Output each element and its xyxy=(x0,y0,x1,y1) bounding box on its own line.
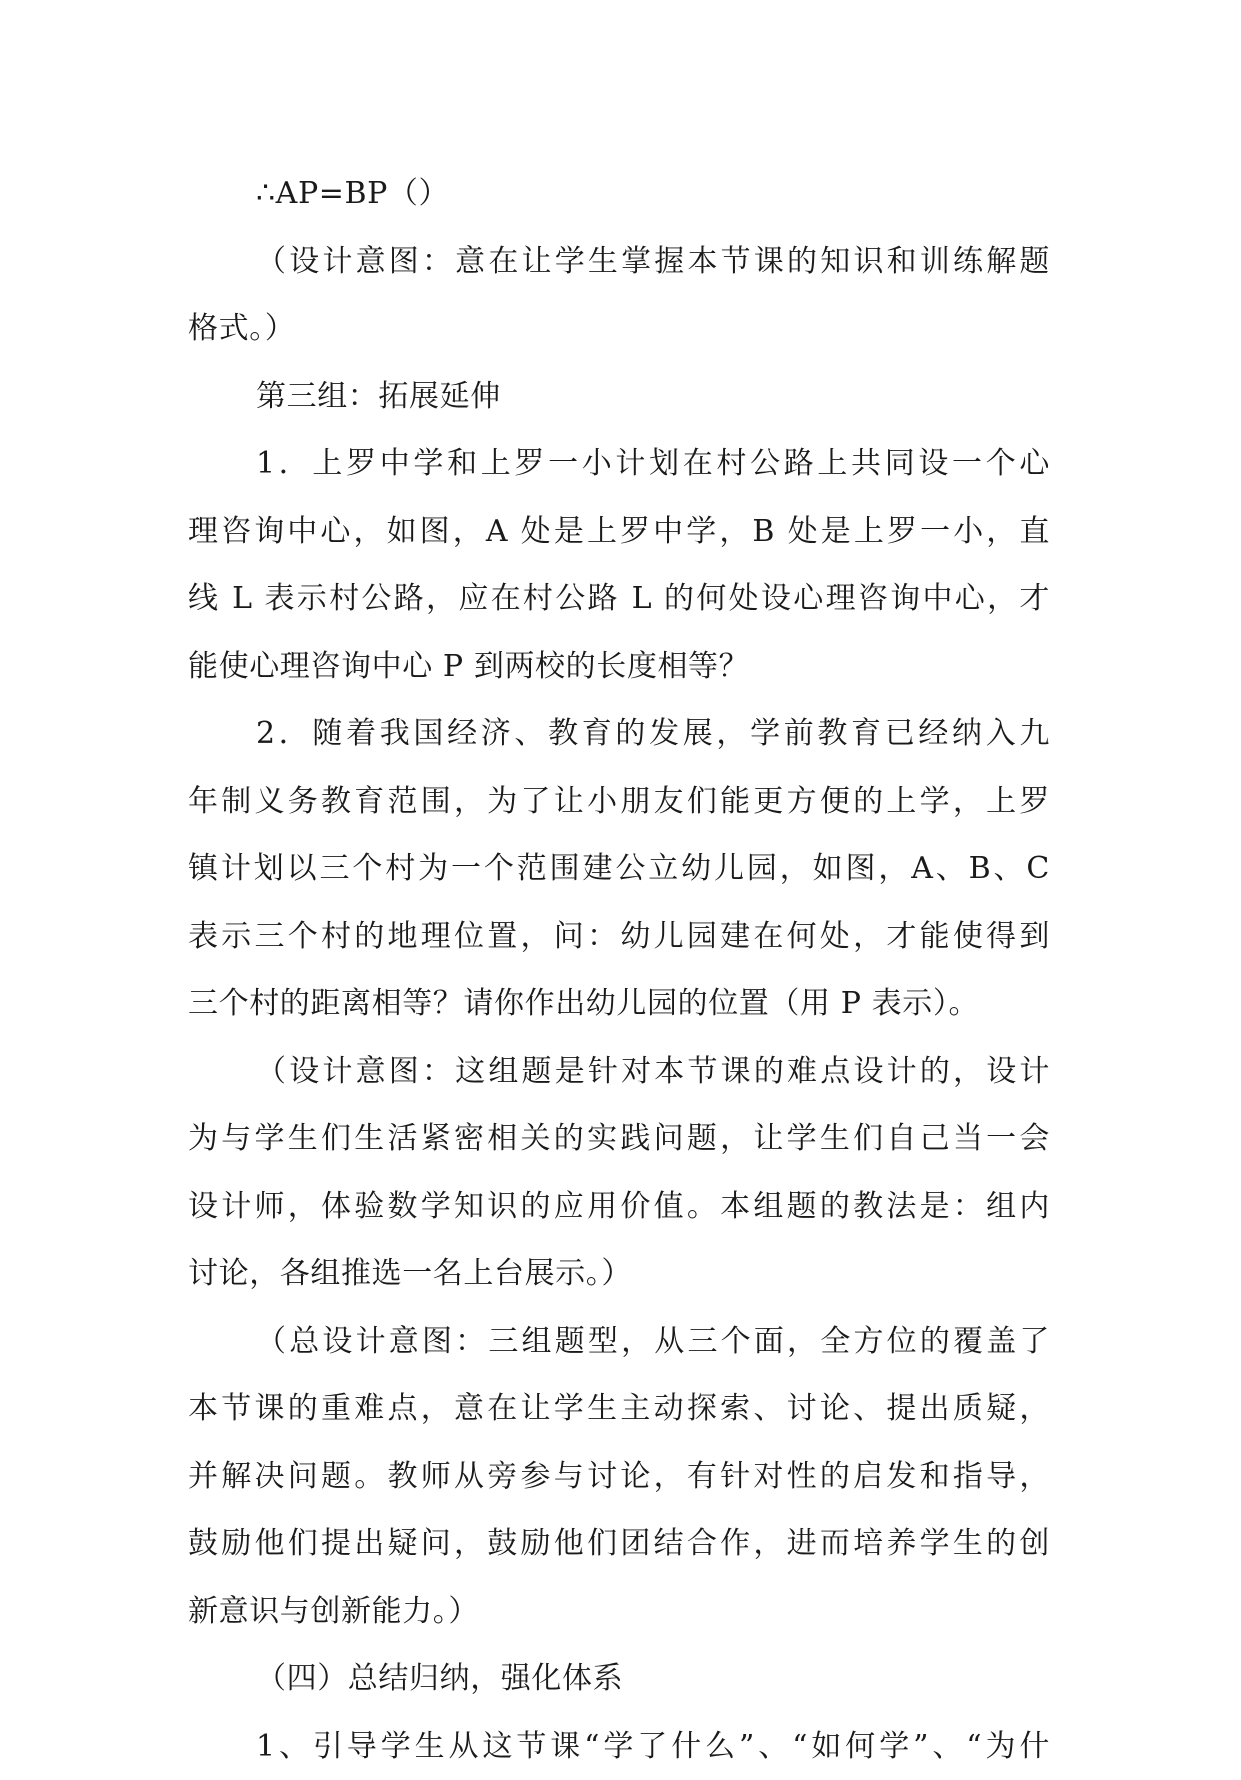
section-heading-group-3: 第三组：拓展延伸 xyxy=(188,363,1050,431)
text-line-12: 表示三个村的地理位置，问：幼儿园建在何处，才能使得到 xyxy=(188,903,1050,971)
text-line-17: 讨论，各组推选一名上台展示。） xyxy=(188,1240,1050,1308)
text-line-22: 新意识与创新能力。） xyxy=(188,1578,1050,1646)
text-line-2: （设计意图：意在让学生掌握本节课的知识和训练解题 xyxy=(188,228,1050,296)
text-line-13: 三个村的距离相等？请你作出幼儿园的位置（用 P 表示）。 xyxy=(188,970,1050,1038)
text-line-19: 本节课的重难点，意在让学生主动探索、讨论、提出质疑， xyxy=(188,1375,1050,1443)
text-line-9: 2．随着我国经济、教育的发展，学前教育已经纳入九 xyxy=(188,700,1050,768)
text-line-18: （总设计意图：三组题型，从三个面，全方位的覆盖了 xyxy=(188,1308,1050,1376)
text-line-20: 并解决问题。教师从旁参与讨论，有针对性的启发和指导， xyxy=(188,1443,1050,1511)
document-page xyxy=(188,160,1050,1780)
text-line-15: 为与学生们生活紧密相关的实践问题，让学生们自己当一会 xyxy=(188,1105,1050,1173)
text-line-6: 理咨询中心，如图，A 处是上罗中学，B 处是上罗一小，直 xyxy=(188,498,1050,566)
text-line-1: ∴AP=BP（） xyxy=(188,160,1050,228)
text-line-24: 1、引导学生从这节课“学了什么”、“如何学”、“为什 xyxy=(188,1713,1050,1780)
text-line-10: 年制义务教育范围，为了让小朋友们能更方便的上学，上罗 xyxy=(188,768,1050,836)
text-line-11: 镇计划以三个村为一个范围建公立幼儿园，如图，A、B、C xyxy=(188,835,1050,903)
text-line-16: 设计师，体验数学知识的应用价值。本组题的教法是：组内 xyxy=(188,1173,1050,1241)
text-line-8: 能使心理咨询中心 P 到两校的长度相等？ xyxy=(188,633,1050,701)
section-heading-4: （四）总结归纳，强化体系 xyxy=(188,1645,1050,1713)
text-line-21: 鼓励他们提出疑问，鼓励他们团结合作，进而培养学生的创 xyxy=(188,1510,1050,1578)
text-line-14: （设计意图：这组题是针对本节课的难点设计的，设计 xyxy=(188,1038,1050,1106)
text-line-3: 格式。） xyxy=(188,295,1050,363)
text-line-5: 1．上罗中学和上罗一小计划在村公路上共同设一个心 xyxy=(188,430,1050,498)
text-line-7: 线 L 表示村公路，应在村公路 L 的何处设心理咨询中心，才 xyxy=(188,565,1050,633)
